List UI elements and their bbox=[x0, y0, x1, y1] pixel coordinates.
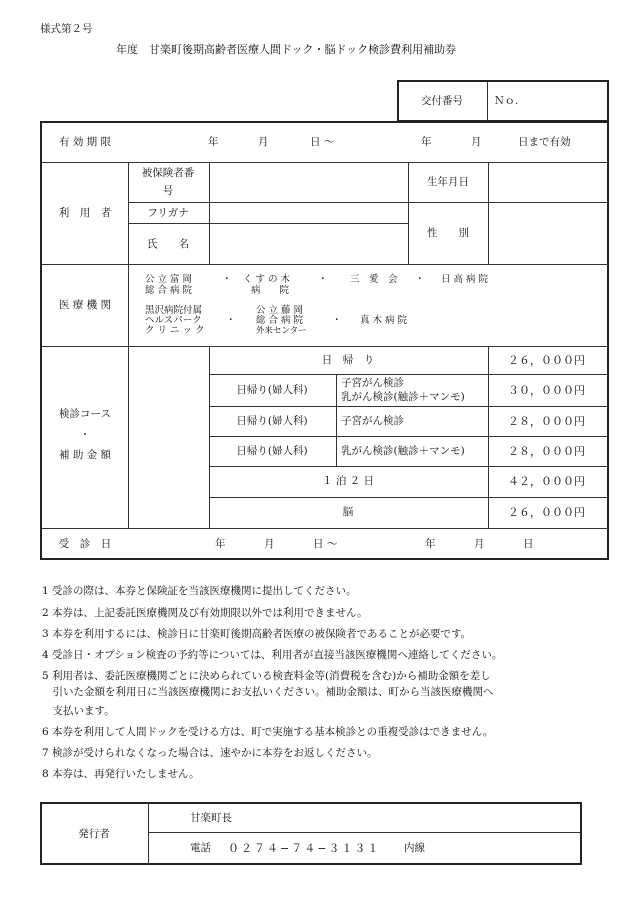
visit-date-label: 受 診 日 bbox=[58, 538, 112, 550]
facility-fujioka-3: 外来センター bbox=[256, 326, 307, 336]
visit-month-2: 月 bbox=[474, 538, 485, 550]
facility-sanaikai: 三 愛 会 bbox=[350, 274, 398, 285]
note-item: 支払います。 bbox=[42, 705, 115, 717]
note-item: 6 本券を利用して人間ドックを受ける方は、町で実施する基本検診との重複受診はできません。 bbox=[42, 726, 494, 738]
visit-year-2: 年 bbox=[425, 538, 436, 550]
page-title: 年度 甘楽町後期高齢者医療人間ドック・脳ドック検診費利用補助券 bbox=[116, 43, 457, 56]
insured-number-label: 被保険者番 bbox=[141, 167, 195, 179]
note-item: 1 受診の際は、本券と保険証を当該医療機関に提出してください。 bbox=[42, 585, 357, 597]
visit-year-1: 年 bbox=[215, 538, 226, 550]
visit-month-1: 月 bbox=[264, 538, 275, 550]
facility-kurosawa: 黒沢病院付属 bbox=[145, 305, 203, 316]
note-item: 8 本券は、再発行いたしません。 bbox=[42, 768, 200, 780]
issuer-phone-label: 電話 bbox=[190, 842, 211, 854]
facilities-label: 医 療 機 関 bbox=[58, 299, 112, 311]
facility-kurosawa-2: ヘルスパーク bbox=[145, 315, 202, 326]
main-table bbox=[40, 121, 609, 560]
validity-year-2: 年 bbox=[421, 136, 432, 148]
course-category: 日帰り(婦人科) bbox=[236, 415, 308, 427]
course-detail: 子宮がん検診 bbox=[341, 415, 404, 427]
note-item: 引いた金額を利用日に当該医療機関にお支払いください。補助金額は、町から当該医療機関へ bbox=[42, 686, 494, 698]
note-item: 7 検診が受けられなくなった場合は、速やかに本券をお返しください。 bbox=[42, 747, 378, 759]
validity-month-2: 月 bbox=[471, 136, 482, 148]
birthdate-label: 生年月日 bbox=[427, 176, 469, 188]
separator: ・ bbox=[318, 274, 328, 285]
validity-year-1: 年 bbox=[208, 136, 219, 148]
course-label: 検診コース bbox=[59, 408, 111, 420]
course-higaeri: 日 帰 り bbox=[321, 354, 375, 366]
furigana-label: フリガナ bbox=[147, 207, 189, 219]
visit-day-1: 日 〜 bbox=[313, 538, 338, 550]
course-amount: ２８，０００円 bbox=[508, 415, 585, 428]
issue-number-value: Ｎｏ. bbox=[494, 95, 519, 107]
course-detail: 乳がん検診(触診＋マンモ) bbox=[341, 445, 465, 457]
validity-label: 有 効 期 限 bbox=[58, 136, 112, 148]
course-amount: ３０，０００円 bbox=[508, 384, 585, 397]
course-category: 日帰り(婦人科) bbox=[236, 384, 308, 396]
separator: ・ bbox=[226, 315, 236, 326]
issuer-phone: ０２７４−７４−３１３１ bbox=[228, 842, 381, 855]
separator: ・ bbox=[332, 315, 342, 326]
course-label-2: 補 助 金 額 bbox=[58, 449, 112, 461]
facility-kusunoki: く す の 木 bbox=[243, 274, 291, 285]
note-item: 4 受診日・オプション検査の予約等については、利用者が直接当該医療機関へ連絡してください。 bbox=[42, 649, 503, 661]
separator: ・ bbox=[415, 274, 425, 285]
validity-month-1: 月 bbox=[258, 136, 269, 148]
facility-fujioka-2: 総 合 病 院 bbox=[256, 315, 304, 326]
issuer-extension: 内線 bbox=[404, 842, 425, 854]
validity-day-1: 日 〜 bbox=[310, 136, 335, 148]
user-label: 利 用 者 bbox=[58, 207, 112, 219]
insured-number-label-2: 号 bbox=[162, 185, 174, 197]
name-label: 氏 名 bbox=[147, 238, 189, 250]
visit-day-2: 日 bbox=[523, 538, 534, 550]
issue-number-label: 交付番号 bbox=[421, 95, 463, 107]
course-amount: ２８，０００円 bbox=[508, 445, 585, 458]
facility-maki: 真 木 病 院 bbox=[360, 315, 408, 326]
note-item: 3 本券を利用するには、検診日に甘楽町後期高齢者医療の被保険者であることが必要です。 bbox=[42, 628, 472, 640]
issuer-label: 発行者 bbox=[78, 828, 110, 840]
course-category: 日帰り(婦人科) bbox=[236, 445, 308, 457]
validity-suffix: 日まで有効 bbox=[518, 136, 571, 148]
facility-fujioka: 公 立 藤 岡 bbox=[256, 305, 304, 316]
course-overnight: １ 泊 ２ 日 bbox=[321, 475, 375, 487]
course-brain: 脳 bbox=[342, 506, 354, 518]
sex-label: 性 別 bbox=[427, 227, 469, 239]
facility-hidaka: 日 高 病 院 bbox=[441, 274, 489, 285]
course-amount: ２６，０００円 bbox=[508, 354, 585, 367]
issuer-box bbox=[40, 802, 582, 865]
facility-kurosawa-3: ク リ ニ ッ ク bbox=[145, 325, 205, 336]
facility-kusunoki-2: 病 院 bbox=[251, 285, 290, 296]
issuer-name: 甘楽町長 bbox=[190, 812, 232, 824]
course-label-dot: ・ bbox=[79, 429, 91, 441]
course-detail-2: 乳がん検診(触診＋マンモ) bbox=[341, 391, 465, 403]
note-item: 2 本券は、上記委託医療機関及び有効期限以外では利用できません。 bbox=[42, 607, 368, 619]
form-number: 様式第２号 bbox=[40, 23, 93, 35]
course-amount: ２６，０００円 bbox=[508, 506, 585, 519]
course-amount: ４２，０００円 bbox=[508, 475, 585, 488]
facility-tomioka-2: 総 合 病 院 bbox=[145, 285, 193, 296]
separator: ・ bbox=[222, 274, 232, 285]
note-item: 5 利用者は、委託医療機関ごとに決められている検査料金等(消費税を含む)から補助金額を差し bbox=[42, 670, 491, 682]
facility-tomioka: 公 立 富 岡 bbox=[145, 274, 193, 285]
course-detail: 子宮がん検診 bbox=[341, 377, 404, 389]
